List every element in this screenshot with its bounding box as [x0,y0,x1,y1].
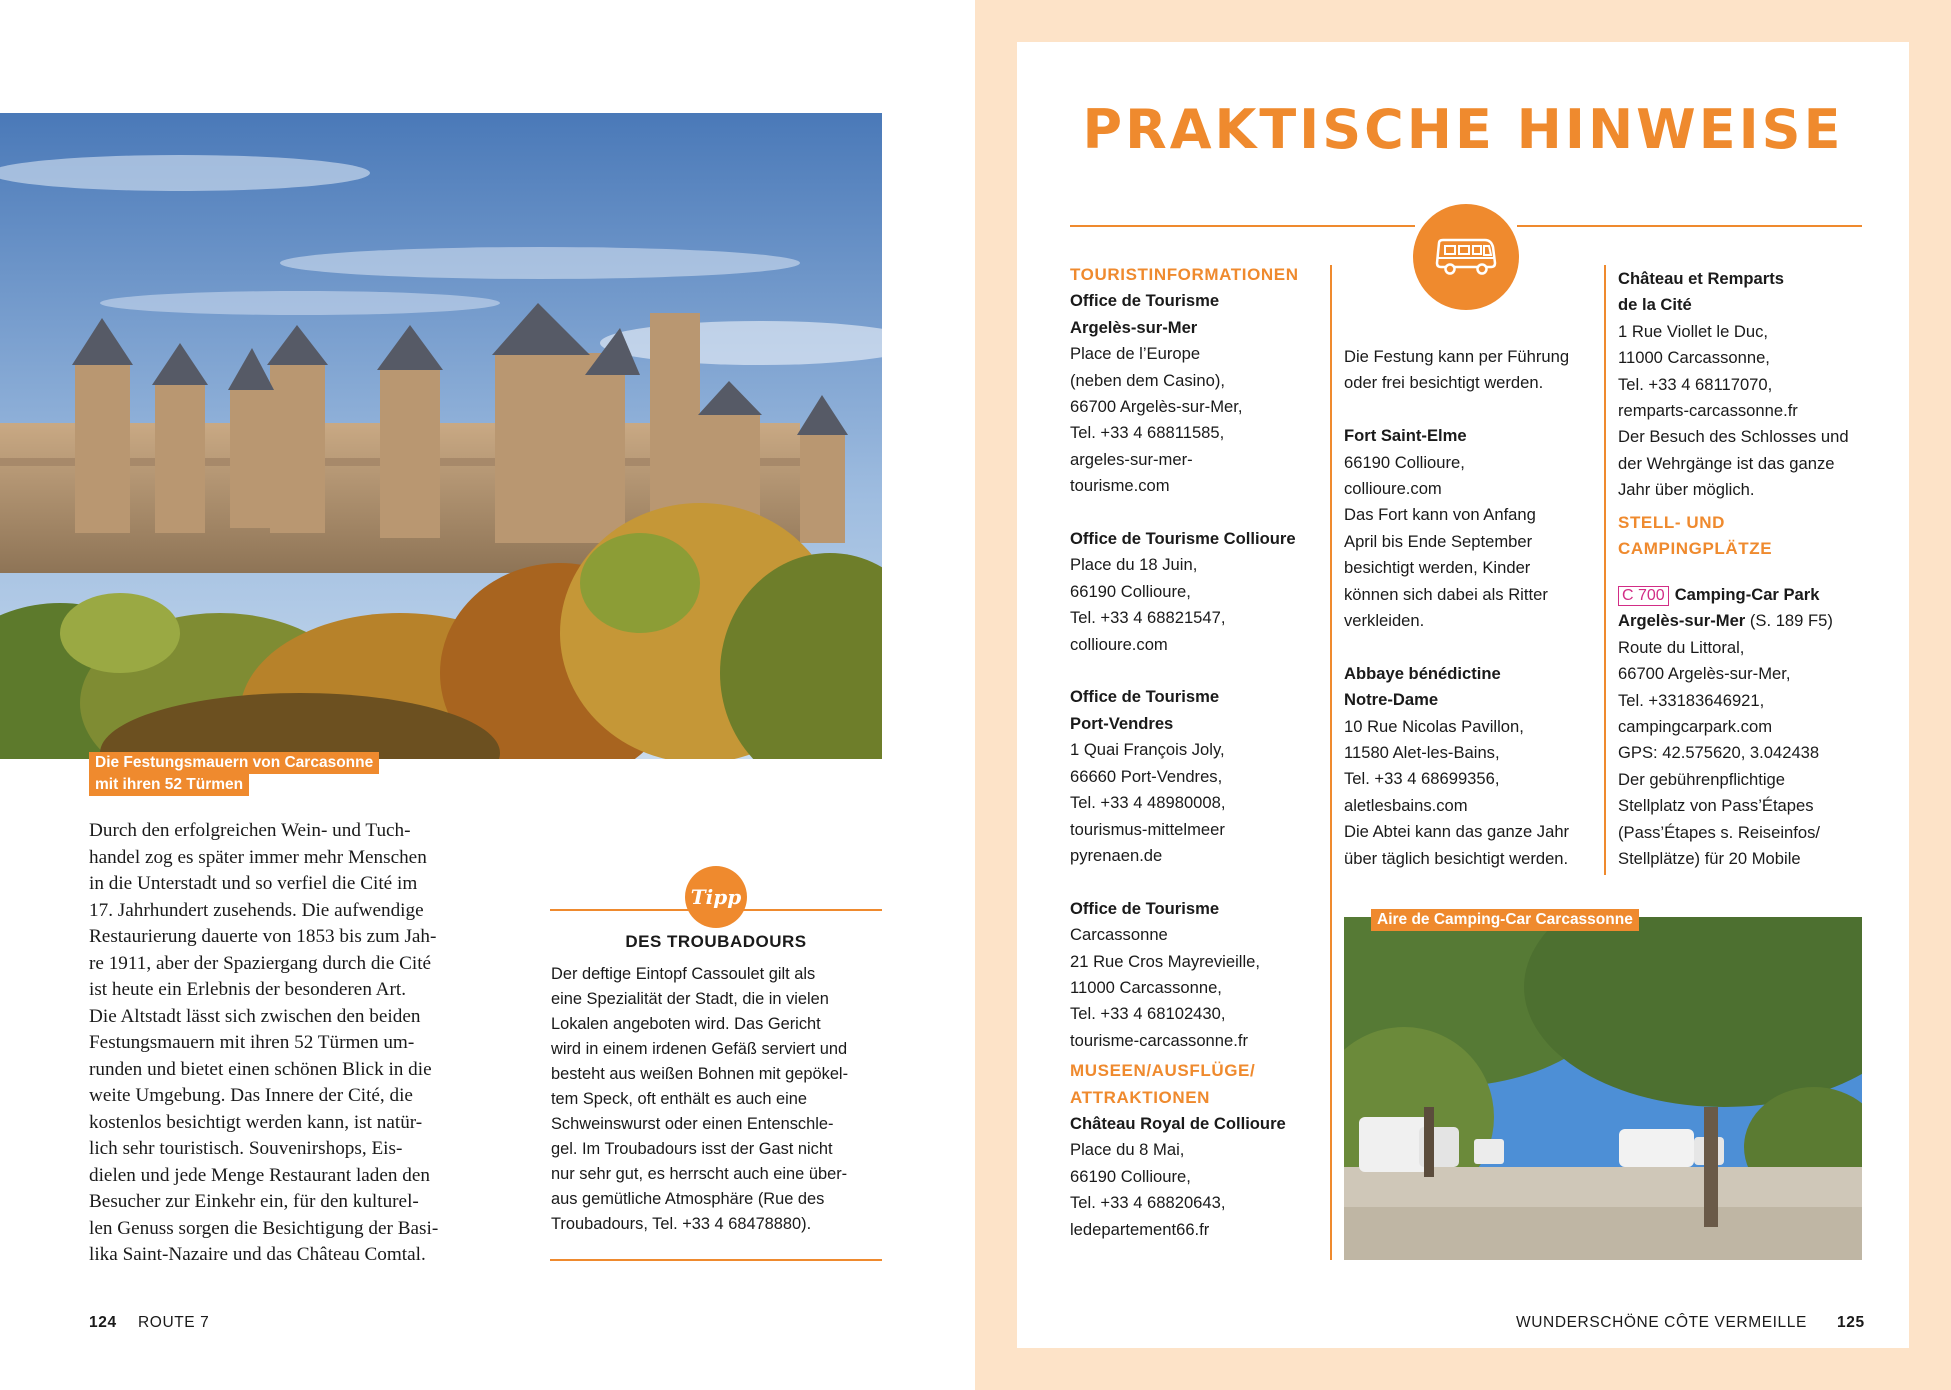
body-line: dielen und jede Menge Restaurant laden den [89,1164,430,1186]
castle-photo-caption-line-2: mit ihren 52 Türmen [89,774,249,796]
page-headline: PRAKTISCHE HINWEISE [1082,98,1844,161]
info-row [1344,714,1599,740]
spacer [1344,634,1599,660]
info-line: de la Cité [1618,295,1692,315]
info-line: tourismus-mittelmeer [1070,819,1225,839]
column-divider-2 [1604,265,1606,875]
tipp-badge: Tipp [685,866,747,928]
info-line: argeles-sur-mer- [1070,449,1193,469]
tipp-title: DES TROUBADOURS [625,932,807,951]
info-line: Office de Tourisme [1070,291,1220,311]
info-line: Office de Tourisme [1070,687,1220,707]
info-line: Tel. +33 4 68821547, [1070,608,1226,628]
info-row [1070,843,1325,869]
info-line: der Wehrgänge ist das ganze [1618,453,1835,473]
info-line: 1 Rue Viollet le Duc, [1618,321,1769,341]
info-row [1070,288,1325,314]
info-row [1618,451,1868,477]
camping-photo [1344,917,1862,1260]
info-row [1070,1028,1325,1054]
info-row [1070,1058,1325,1084]
info-row [1344,661,1599,687]
camping-line: Stellplätze) für 20 Mobile [1618,849,1801,869]
camping-entry [1618,582,1868,872]
info-row [1070,764,1325,790]
right-page-number: 125 [1837,1314,1865,1331]
camping-line: Tel. +33183646921, [1618,690,1765,710]
camping-line: campingcarpark.com [1618,717,1773,737]
body-line: Die Altstadt lässt sich zwischen den beiden [89,1005,421,1027]
castle-illustration [0,113,882,759]
info-row [1070,579,1325,605]
info-line: 66660 Port-Vendres, [1070,766,1223,786]
castle-photo [0,113,882,759]
left-page-number: 124 [89,1314,117,1331]
info-line: 66190 Collioure, [1344,452,1465,472]
body-line: lich sehr touristisch. Souvenirshops, Eis- [89,1138,403,1159]
info-row [1070,711,1325,737]
camping-line: Route du Littoral, [1618,637,1745,657]
info-row [1344,555,1599,581]
info-row [1618,319,1868,345]
right-footer-section: WUNDERSCHÖNE CÔTE VERMEILLE [1516,1314,1807,1331]
info-row [1070,1085,1325,1111]
info-row [1070,552,1325,578]
info-line: tourisme-carcassonne.fr [1070,1030,1248,1050]
info-line: Tel. +33 4 68699356, [1344,769,1500,789]
info-row [1070,684,1325,710]
camping-line: GPS: 42.575620, 3.042438 [1618,743,1820,763]
info-row [1070,1137,1325,1163]
info-line: Office de Tourisme Collioure [1070,529,1296,549]
info-row [1070,368,1325,394]
info-line: verkleiden. [1344,611,1425,631]
info-line: Place du 18 Juin, [1070,555,1198,575]
map-code-badge: C 700 [1618,586,1669,606]
info-row [1070,1001,1325,1027]
info-line: Place de l’Europe [1070,344,1201,364]
body-line: lika Saint-Nazaire und das Château Comtal. [89,1244,426,1265]
body-line: Festungsmauern mit ihren 52 Türmen um- [89,1032,415,1053]
info-line: Château et Remparts [1618,269,1784,288]
camping-map-ref: (S. 189 F5) [1749,611,1833,631]
section-heading: STELL- UND [1618,512,1726,532]
info-row [1344,608,1599,634]
info-row [1618,398,1868,424]
info-row [1344,793,1599,819]
info-line: Tel. +33 4 68820643, [1070,1193,1226,1213]
section-heading: MUSEEN/AUSFLÜGE/ [1070,1061,1256,1081]
info-row [1070,975,1325,1001]
tipp-line: eine Spezialität der Stadt, die in vielen [551,990,829,1008]
info-line: über täglich besichtigt werden. [1344,848,1569,868]
info-row [1070,737,1325,763]
info-row [1344,529,1599,555]
info-row [1344,687,1599,713]
info-row [1070,526,1325,552]
info-row [1070,1164,1325,1190]
body-line: runden und bietet einen schönen Blick in die [89,1058,432,1080]
info-line: Port-Vendres [1070,713,1174,733]
body-line: Durch den erfolgreichen Wein- und Tuch- [89,820,411,841]
info-column-3 [1618,266,1868,562]
info-row [1618,477,1868,503]
body-line: weite Umgebung. Das Innere der Cité, die [89,1085,413,1106]
info-line: 11000 Carcassonne, [1070,977,1222,997]
info-line: collioure.com [1344,479,1442,499]
info-line: Der Besuch des Schlosses und [1618,427,1849,447]
info-line: oder frei besichtigt werden. [1344,373,1544,393]
info-line: (neben dem Casino), [1070,370,1225,390]
info-row [1070,341,1325,367]
info-column-1 [1070,262,1325,1243]
tipp-line: Der deftige Eintopf Cassoulet gilt als [551,965,816,983]
camping-photo-caption: Aire de Camping-Car Carcassonne [1371,909,1639,931]
info-row [1618,292,1868,318]
camping-entry-title-2 [1618,608,1868,634]
info-row [1070,790,1325,816]
info-row [1070,949,1325,975]
tipp-line: aus gemütliche Atmosphäre (Rue des [551,1190,825,1208]
info-row [1070,1111,1325,1137]
info-row [1070,315,1325,341]
info-row [1344,582,1599,608]
campervan-badge [1413,204,1519,310]
info-line: 1 Quai François Joly, [1070,740,1225,760]
camping-entry-title [1618,582,1868,608]
info-line: Notre-Dame [1344,690,1439,710]
body-line: Restaurierung dauerte von 1853 bis zum Jah- [89,926,437,947]
info-line: Abbaye bénédictine [1344,663,1501,683]
info-line: 21 Rue Cros Mayrevieille, [1070,951,1260,971]
spacer [1070,869,1325,895]
column-divider-1 [1330,265,1332,1260]
info-line: pyrenaen.de [1070,845,1163,865]
info-row [1070,394,1325,420]
info-line: können sich dabei als Ritter [1344,584,1548,604]
info-row [1070,817,1325,843]
info-line: Tel. +33 4 48980008, [1070,793,1226,813]
info-row [1618,536,1868,562]
info-row [1344,476,1599,502]
info-line: Die Abtei kann das ganze Jahr [1344,822,1570,842]
info-row [1344,370,1599,396]
info-line: Das Fort kann von Anfang [1344,505,1536,525]
body-line: in die Unterstadt und so verfiel die Cité im [89,873,418,894]
info-row [1344,423,1599,449]
tipp-line: gel. Im Troubadours isst der Gast nicht [551,1140,833,1158]
tipp-line: wird in einem irdenen Gefäß serviert und [551,1040,848,1058]
header-rule-right [1517,225,1862,227]
camping-line: Stellplatz von Pass’Étapes [1618,796,1814,816]
info-row [1618,345,1868,371]
spacer [1344,397,1599,423]
info-line: collioure.com [1070,634,1168,654]
camping-line: Der gebührenpflichtige [1618,769,1785,789]
info-row [1618,266,1868,292]
camping-name-2: Argelès-sur-Mer [1618,611,1746,631]
info-line: Château Royal de Collioure [1070,1113,1286,1133]
info-row [1618,510,1868,536]
info-line: Die Festung kann per Führung [1344,347,1570,366]
info-line: aletlesbains.com [1344,795,1468,815]
info-line: tourisme.com [1070,476,1170,496]
info-line: Carcassonne [1070,925,1168,945]
tipp-line: Troubadours, Tel. +33 4 68478880). [551,1215,812,1233]
spacer [1070,500,1325,526]
info-line: Tel. +33 4 68102430, [1070,1004,1226,1024]
info-row [1070,605,1325,631]
info-row [1070,632,1325,658]
info-line: Office de Tourisme [1070,898,1220,918]
tipp-line: besteht aus weißen Bohnen mit gepökel- [551,1065,849,1083]
tipp-line: Schweinswurst oder einen Entenschle- [551,1115,834,1133]
camping-illustration [1344,917,1862,1260]
info-line: 66190 Collioure, [1070,1166,1191,1186]
info-row [1344,846,1599,872]
left-footer-section: ROUTE 7 [138,1314,210,1331]
tipp-text [551,962,886,1237]
castle-photo-caption-line-1: Die Festungsmauern von Carcasonne [89,752,379,774]
info-line: 10 Rue Nicolas Pavillon, [1344,716,1524,736]
body-line: 17. Jahrhundert zusehends. Die aufwendige [89,899,424,921]
header-rule-left [1070,225,1415,227]
section-heading: CAMPINGPLÄTZE [1618,539,1773,559]
info-row [1618,372,1868,398]
body-line: handel zog es später immer mehr Menschen [89,846,427,868]
info-row [1070,262,1325,288]
info-row [1070,922,1325,948]
info-row [1618,424,1868,450]
info-line: 11580 Alet-les-Bains, [1344,743,1500,763]
info-row [1344,766,1599,792]
section-heading: ATTRAKTIONEN [1070,1087,1211,1107]
tipp-line: Lokalen angeboten wird. Das Gericht [551,1015,821,1033]
info-line: ledepartement66.fr [1070,1219,1210,1239]
info-row [1070,1190,1325,1216]
info-line: Place du 8 Mai, [1070,1140,1185,1160]
body-line: re 1911, aber der Spaziergang durch die Cité [89,952,432,974]
body-line: kostenlos besichtigt werden kann, ist natür- [89,1111,423,1133]
info-line: 11000 Carcassonne, [1618,348,1770,368]
info-row [1344,502,1599,528]
info-row [1344,450,1599,476]
info-line: Jahr über möglich. [1618,480,1755,500]
tipp-line: tem Speck, oft enthält es auch eine [551,1090,808,1108]
info-row [1344,740,1599,766]
info-line: 66190 Collioure, [1070,581,1191,601]
info-row [1344,819,1599,845]
body-line: len Genuss sorgen die Besichtigung der Basi- [89,1217,439,1239]
camping-name-1: Camping-Car Park [1674,585,1820,604]
info-line: remparts-carcassonne.fr [1618,401,1798,421]
info-line: Tel. +33 4 68811585, [1070,423,1225,443]
body-line: ist heute ein Erlebnis der besonderen Art. [89,979,407,1000]
info-row [1070,420,1325,446]
info-line: Fort Saint-Elme [1344,426,1467,446]
section-heading: TOURISTINFORMATIONEN [1070,265,1299,284]
info-line: April bis Ende September [1344,531,1533,551]
info-row [1070,1217,1325,1243]
info-row [1344,344,1599,370]
camping-line: 66700 Argelès-sur-Mer, [1618,664,1791,684]
info-row [1070,473,1325,499]
info-line: Tel. +33 4 68117070, [1618,374,1773,394]
info-row [1070,447,1325,473]
camping-line: (Pass’Étapes s. Reiseinfos/ [1618,822,1820,842]
spacer [1070,658,1325,684]
info-row [1070,896,1325,922]
info-column-2 [1344,344,1599,872]
body-line: Besucher zur Einkehr ein, für den kulturel- [89,1191,419,1212]
tipp-line: nur sehr gut, es herrscht auch eine über- [551,1165,848,1183]
info-line: Argelès-sur-Mer [1070,317,1198,337]
tipp-bottom-rule [550,1259,882,1261]
campervan-icon [1433,237,1499,277]
info-line: 66700 Argelès-sur-Mer, [1070,397,1243,417]
body-text [89,818,469,1269]
info-line: besichtigt werden, Kinder [1344,558,1531,578]
